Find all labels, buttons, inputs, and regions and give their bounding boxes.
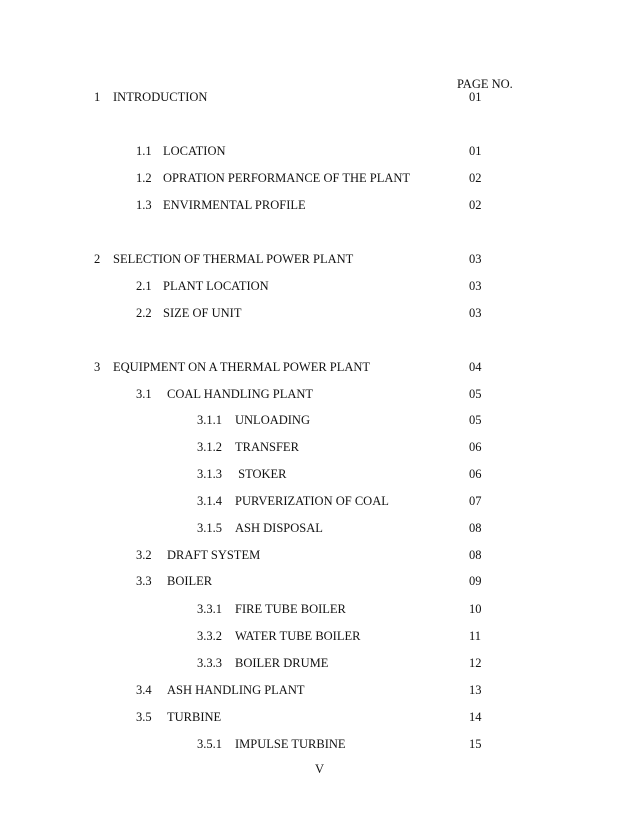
toc-entry-page: 15 — [469, 737, 482, 751]
toc-entry-number: 2 — [94, 252, 101, 266]
toc-entry-title: SIZE OF UNIT — [163, 306, 242, 320]
toc-entry-page: 03 — [469, 306, 482, 320]
toc-entry-title: ASH HANDLING PLANT — [167, 683, 305, 697]
toc-entry-page: 04 — [469, 360, 482, 374]
toc-entry-page: 01 — [469, 144, 482, 158]
toc-entry-page: 03 — [469, 279, 482, 293]
toc-entry-page: 08 — [469, 548, 482, 562]
toc-entry-title: TURBINE — [167, 710, 222, 724]
toc-entry-title: TRANSFER — [235, 440, 299, 454]
toc-entry-title: PLANT LOCATION — [163, 279, 269, 293]
toc-entry-title: ASH DISPOSAL — [235, 521, 323, 535]
toc-entry-number: 3.3 — [136, 574, 152, 588]
toc-entry-page: 08 — [469, 521, 482, 535]
toc-entry-page: 03 — [469, 252, 482, 266]
toc-entry-title: STOKER — [235, 467, 287, 481]
toc-entry-number: 3.5 — [136, 710, 152, 724]
toc-entry-title: FIRE TUBE BOILER — [235, 602, 346, 616]
toc-entry-number: 3.1.3 — [197, 467, 222, 481]
toc-entry-page: 09 — [469, 574, 482, 588]
toc-entry-title: ENVIRMENTAL PROFILE — [163, 198, 306, 212]
toc-entry-number: 3.3.2 — [197, 629, 222, 643]
toc-entry-number: 1.1 — [136, 144, 152, 158]
toc-entry-title: INTRODUCTION — [113, 90, 208, 104]
toc-entry-number: 3.3.1 — [197, 602, 222, 616]
toc-entry-page: 06 — [469, 440, 482, 454]
toc-entry-title: IMPULSE TURBINE — [235, 737, 346, 751]
toc-entry-title: PURVERIZATION OF COAL — [235, 494, 389, 508]
toc-entry-number: 3.1 — [136, 387, 152, 401]
toc-entry-page: 05 — [469, 387, 482, 401]
toc-entry-title: OPRATION PERFORMANCE OF THE PLANT — [163, 171, 411, 185]
toc-entry-title: EQUIPMENT ON A THERMAL POWER PLANT — [113, 360, 371, 374]
toc-entry-page: 06 — [469, 467, 482, 481]
toc-entry-page: 02 — [469, 171, 482, 185]
toc-entry-title: BOILER — [167, 574, 213, 588]
toc-entry-page: 05 — [469, 413, 482, 427]
toc-entry-page: 11 — [469, 629, 482, 643]
toc-entry-page: 01 — [469, 90, 482, 104]
toc-entry-page: 14 — [469, 710, 482, 724]
toc-entry-title: COAL HANDLING PLANT — [167, 387, 314, 401]
toc-entry-number: 2.1 — [136, 279, 152, 293]
toc-entry-number: 3.5.1 — [197, 737, 222, 751]
toc-entry-page: 02 — [469, 198, 482, 212]
toc-entry-number: 3.2 — [136, 548, 152, 562]
toc-entry-number: 1.3 — [136, 198, 152, 212]
toc-entry-number: 1.2 — [136, 171, 152, 185]
toc-entry-page: 13 — [469, 683, 482, 697]
toc-entry-number: 1 — [94, 90, 101, 104]
toc-entry-title: WATER TUBE BOILER — [235, 629, 361, 643]
toc-entry-page: 12 — [469, 656, 482, 670]
page-no-header: PAGE NO. — [457, 77, 513, 91]
page-number-footer: V — [315, 762, 325, 776]
toc-entry-number: 3.3.3 — [197, 656, 222, 670]
toc-entry-number: 3.1.1 — [197, 413, 222, 427]
toc-entry-page: 07 — [469, 494, 482, 508]
toc-entry-number: 3 — [94, 360, 101, 374]
toc-entry-title: SELECTION OF THERMAL POWER PLANT — [113, 252, 354, 266]
toc-entry-number: 3.1.4 — [197, 494, 222, 508]
toc-entry-number: 3.4 — [136, 683, 152, 697]
toc-entry-number: 2.2 — [136, 306, 152, 320]
toc-entry-number: 3.1.5 — [197, 521, 222, 535]
toc-entry-title: DRAFT SYSTEM — [167, 548, 261, 562]
toc-entry-title: UNLOADING — [235, 413, 310, 427]
toc-entry-title: LOCATION — [163, 144, 226, 158]
toc-entry-number: 3.1.2 — [197, 440, 222, 454]
toc-entry-page: 10 — [469, 602, 482, 616]
toc-entry-title: BOILER DRUME — [235, 656, 329, 670]
